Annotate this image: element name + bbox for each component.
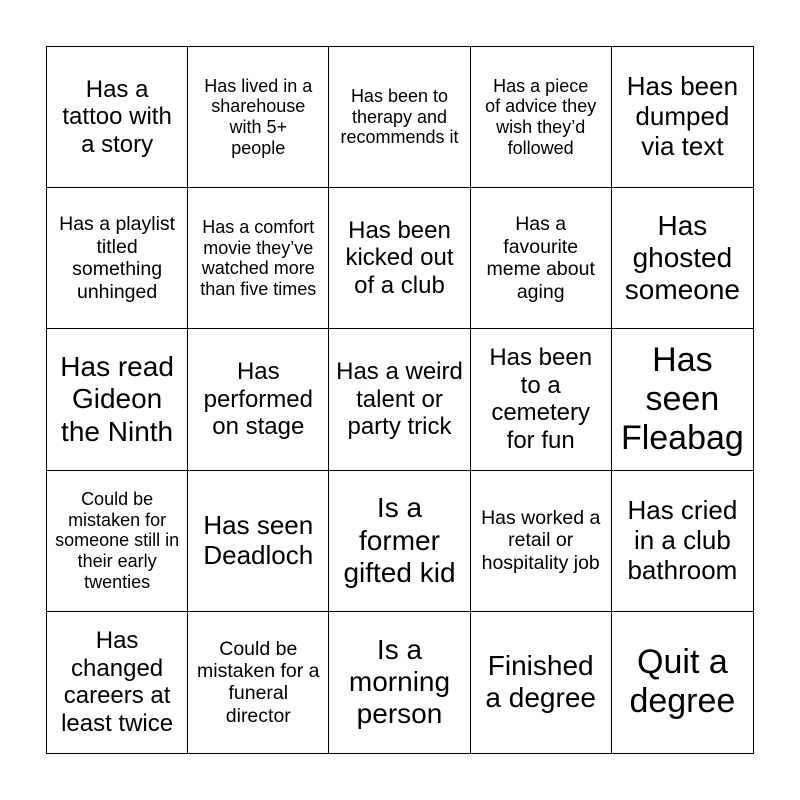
bingo-cell-text: Has seen Fleabag — [620, 340, 744, 458]
bingo-cell-text: Has a piece of advice they wish they’d followed — [485, 75, 597, 158]
bingo-cell-r5-c5[interactable] — [612, 612, 753, 753]
bingo-board — [46, 46, 754, 754]
bingo-cell-r4-c4[interactable] — [471, 471, 612, 612]
bingo-cell-text: Has been kicked out of a club — [345, 216, 454, 300]
bingo-cell-r2-c4[interactable] — [471, 188, 612, 329]
bingo-cell-r1-c4[interactable] — [471, 47, 612, 188]
bingo-cell-text: Has cried in a club bathroom — [627, 494, 738, 585]
bingo-cell-text: Has worked a retail or hospitality job — [481, 507, 601, 574]
bingo-cell-r5-c4[interactable] — [471, 612, 612, 753]
bingo-cell-text: Has been dumped via text — [626, 71, 739, 162]
bingo-cell-r2-c5[interactable] — [612, 188, 753, 329]
bingo-cell-text: Has lived in a sharehouse with 5+ people — [204, 75, 313, 158]
bingo-cell-r4-c2[interactable] — [188, 471, 329, 612]
bingo-cell-r1-c2[interactable] — [188, 47, 329, 188]
bingo-cell-text: Has been to a cemetery for fun — [489, 344, 593, 455]
bingo-cell-r1-c3[interactable] — [329, 47, 470, 188]
bingo-cell-text: Has a playlist titled something unhinged — [59, 213, 176, 303]
bingo-cell-r1-c5[interactable] — [612, 47, 753, 188]
bingo-cell-r2-c3[interactable] — [329, 188, 470, 329]
bingo-cell-r2-c1[interactable] — [47, 188, 188, 329]
bingo-cell-r3-c4[interactable] — [471, 329, 612, 470]
bingo-cell-text: Has ghosted someone — [624, 210, 740, 306]
bingo-cell-text: Has seen Deadloch — [203, 509, 314, 570]
bingo-cell-text: Has read Gideon the Ninth — [60, 351, 174, 447]
bingo-cell-r1-c1[interactable] — [47, 47, 188, 188]
bingo-cell-text: Could be mistaken for a funeral director — [197, 637, 320, 727]
bingo-cell-r4-c5[interactable] — [612, 471, 753, 612]
bingo-cell-r4-c1[interactable] — [47, 471, 188, 612]
bingo-cell-text: Has a favourite meme about aging — [486, 213, 595, 303]
bingo-cell-text: Is a former gifted kid — [343, 492, 456, 588]
bingo-cell-text: Has a tattoo with a story — [62, 75, 172, 158]
bingo-cell-r5-c2[interactable] — [188, 612, 329, 753]
bingo-cell-text: Has a weird talent or party trick — [336, 358, 463, 441]
bingo-cell-r3-c1[interactable] — [47, 329, 188, 470]
bingo-cell-r3-c2[interactable] — [188, 329, 329, 470]
bingo-cell-text: Has changed careers at least twice — [61, 627, 174, 737]
bingo-cell-text: Finished a degree — [485, 650, 596, 714]
bingo-cell-r3-c3[interactable] — [329, 329, 470, 470]
bingo-cell-text: Quit a degree — [629, 643, 736, 721]
bingo-cell-text: Is a morning person — [348, 634, 451, 730]
bingo-cell-r5-c1[interactable] — [47, 612, 188, 753]
bingo-cell-text: Has a comfort movie they’ve watched more than five times — [200, 216, 317, 299]
bingo-cell-text: Has been to therapy and recommends it — [340, 86, 459, 148]
bingo-cell-text: Could be mistaken for someone still in their early twenties — [55, 488, 180, 592]
bingo-cell-r2-c2[interactable] — [188, 188, 329, 329]
bingo-cell-r4-c3[interactable] — [329, 471, 470, 612]
bingo-cell-r3-c5[interactable] — [612, 329, 753, 470]
bingo-cell-text: Has performed on stage — [203, 358, 313, 441]
bingo-cell-r5-c3[interactable] — [329, 612, 470, 753]
